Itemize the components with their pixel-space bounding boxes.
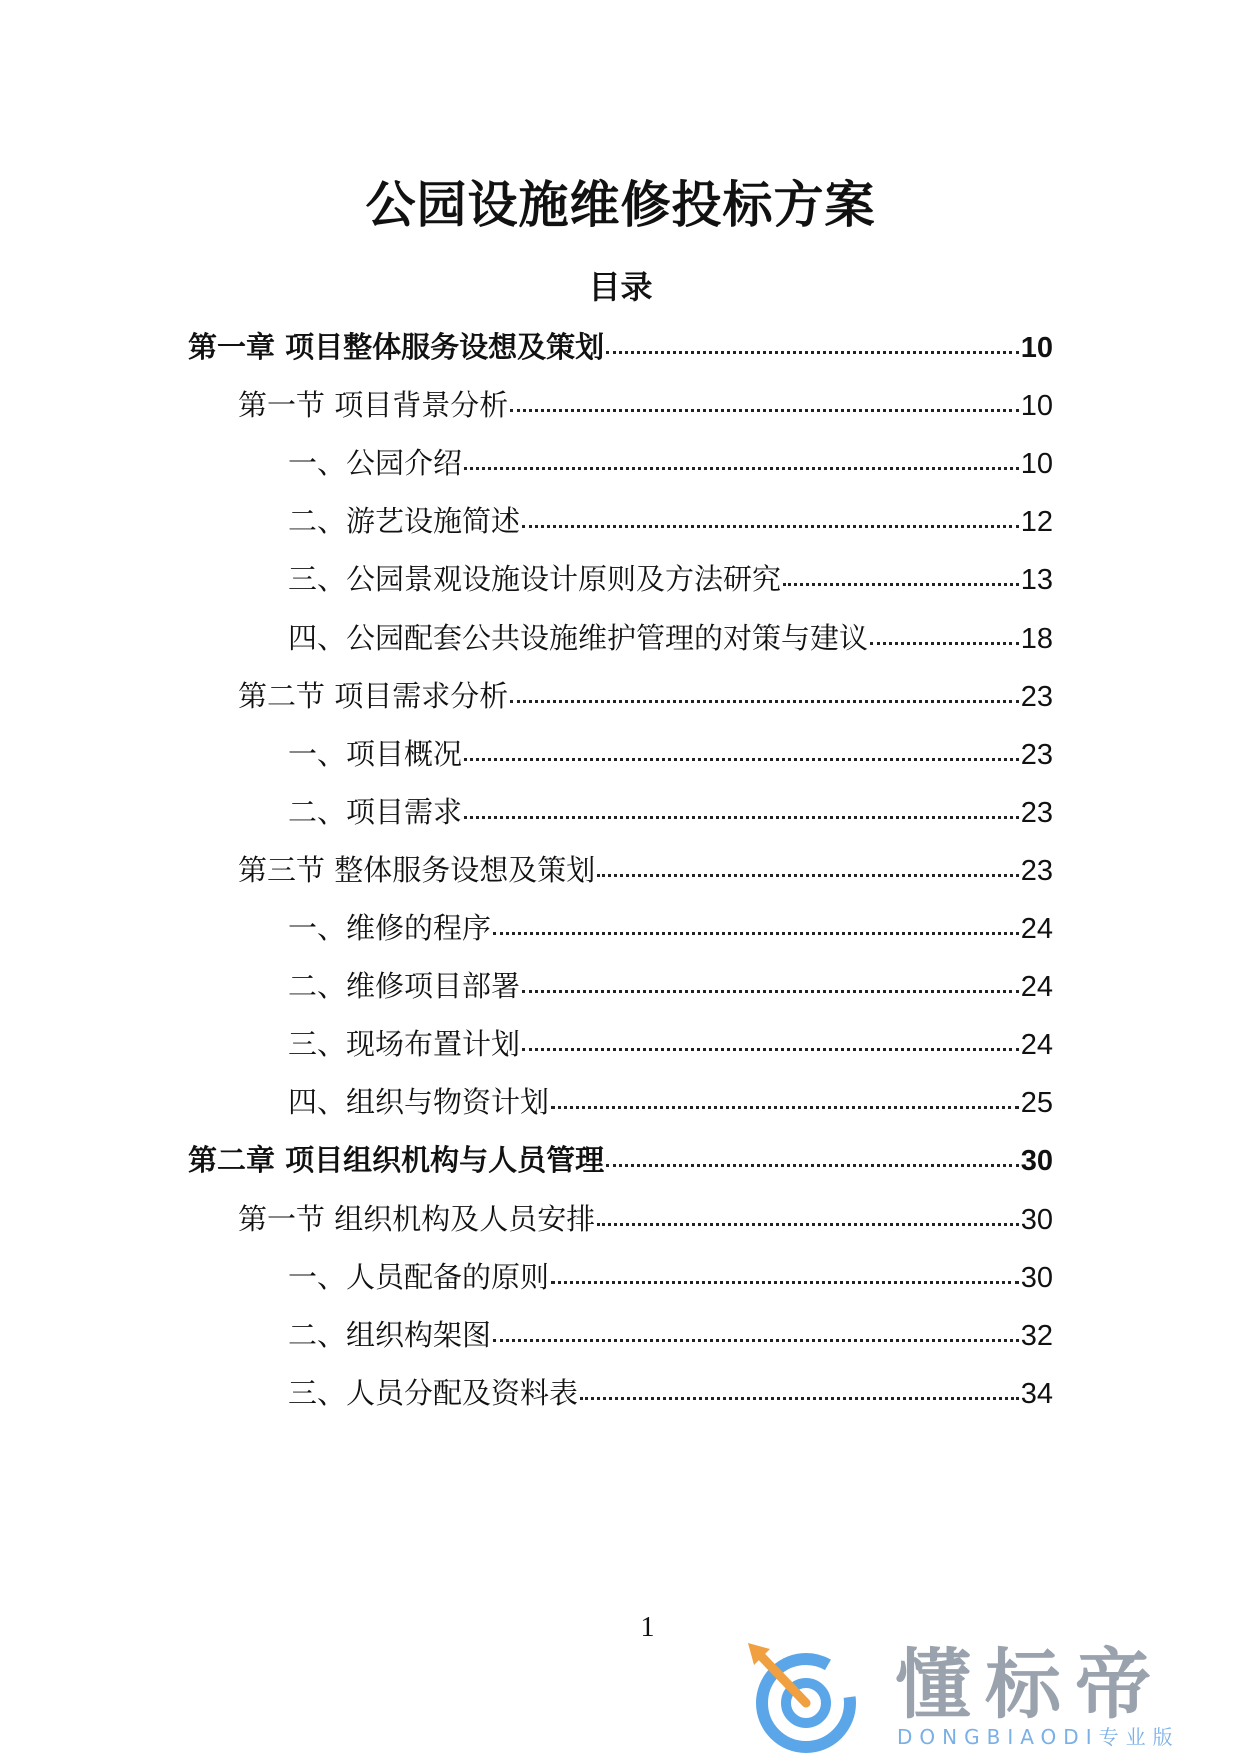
toc-dot-leader: [597, 873, 1019, 877]
toc-entry[interactable]: [288, 908, 1053, 948]
toc-entry-page: 24: [1020, 1029, 1053, 1061]
toc-entry-title: 第二节 项目需求分析: [238, 679, 509, 713]
toc-entry[interactable]: [288, 734, 1053, 774]
watermark: [740, 1635, 1220, 1754]
toc-entry[interactable]: [288, 501, 1053, 541]
toc-entry[interactable]: [188, 1140, 1053, 1180]
toc-dot-leader: [606, 350, 1019, 354]
toc-dot-leader: [597, 1222, 1019, 1226]
toc-entry-page: 10: [1020, 448, 1053, 480]
toc-entry-page: 25: [1020, 1087, 1053, 1119]
toc-entry-title: 第二章 项目组织机构与人员管理: [188, 1143, 605, 1177]
toc-entry[interactable]: [288, 1373, 1053, 1413]
toc-entry[interactable]: [288, 559, 1053, 599]
toc-dot-leader: [510, 699, 1019, 703]
toc-entry-title: 一、项目概况: [288, 737, 463, 771]
toc-entry-page: 34: [1020, 1378, 1053, 1410]
toc-dot-leader: [493, 931, 1019, 935]
toc-entry-title: 第一节 项目背景分析: [238, 388, 509, 422]
toc-dot-leader: [510, 408, 1019, 412]
toc-entry-title: 二、项目需求: [288, 795, 463, 829]
toc-entry[interactable]: [238, 385, 1053, 425]
toc-entry-page: 10: [1020, 390, 1053, 422]
toc-entry-title: 第一节 组织机构及人员安排: [238, 1202, 596, 1236]
toc-dot-leader: [551, 1280, 1019, 1284]
toc-entry[interactable]: [238, 676, 1053, 716]
toc-heading: 目录: [588, 268, 653, 306]
toc-entry-title: 第一章 项目整体服务设想及策划: [188, 330, 605, 364]
page-number: 1: [640, 1612, 655, 1643]
watermark-subtitle: DONGBIAODI专业版: [897, 1725, 1180, 1749]
toc-dot-leader: [551, 1105, 1019, 1109]
toc-entry-title: 一、维修的程序: [288, 911, 492, 945]
toc-entry-page: 30: [1020, 1204, 1053, 1236]
toc-entry[interactable]: [238, 850, 1053, 890]
toc-entry-title: 二、维修项目部署: [288, 969, 521, 1003]
toc-dot-leader: [870, 641, 1019, 645]
toc-entry-page: 32: [1020, 1320, 1053, 1352]
toc-entry-page: 13: [1020, 564, 1053, 596]
document-title: 公园设施维修投标方案: [365, 176, 876, 234]
toc-entry[interactable]: [288, 966, 1053, 1006]
toc-entry-title: 二、游艺设施简述: [288, 504, 521, 538]
toc-entry-title: 二、组织构架图: [288, 1318, 492, 1352]
toc-entry-title: 四、组织与物资计划: [288, 1085, 550, 1119]
watermark-brand-name: 懂标帝: [895, 1640, 1165, 1729]
toc-entry-page: 23: [1020, 855, 1053, 887]
toc-dot-leader: [522, 1047, 1019, 1051]
toc-entry-title: 三、人员分配及资料表: [288, 1376, 579, 1410]
toc-entry-page: 24: [1020, 913, 1053, 945]
toc-entry-page: 30: [1020, 1145, 1053, 1177]
toc-entry-title: 三、公园景观设施设计原则及方法研究: [288, 562, 782, 596]
toc-entry[interactable]: [238, 1199, 1053, 1239]
toc-entry[interactable]: [288, 792, 1053, 832]
toc-entry[interactable]: [188, 327, 1053, 367]
toc-entry[interactable]: [288, 1082, 1053, 1122]
toc-entry-title: 一、人员配备的原则: [288, 1260, 550, 1294]
toc-dot-leader: [493, 1338, 1019, 1342]
toc-dot-leader: [464, 757, 1019, 761]
toc-entry-title: 四、公园配套公共设施维护管理的对策与建议: [288, 621, 869, 655]
toc-entry-page: 23: [1020, 797, 1053, 829]
toc-entry-page: 10: [1020, 332, 1053, 364]
toc-entry-title: 三、现场布置计划: [288, 1027, 521, 1061]
toc-entry-title: 第三节 整体服务设想及策划: [238, 853, 596, 887]
toc-entry-page: 23: [1020, 681, 1053, 713]
toc-dot-leader: [522, 524, 1019, 528]
toc-entry-page: 12: [1020, 506, 1053, 538]
toc-entry-page: 18: [1020, 623, 1053, 655]
toc-dot-leader: [464, 815, 1019, 819]
toc-entry[interactable]: [288, 1024, 1053, 1064]
toc-dot-leader: [522, 989, 1019, 993]
toc-entry-page: 24: [1020, 971, 1053, 1003]
toc-entry-title: 一、公园介绍: [288, 446, 463, 480]
toc-entry[interactable]: [288, 443, 1053, 483]
toc-dot-leader: [783, 582, 1019, 586]
toc-entry[interactable]: [288, 1315, 1053, 1355]
target-logo-icon: [740, 1635, 870, 1754]
toc-dot-leader: [606, 1163, 1019, 1167]
toc-entry-page: 30: [1020, 1262, 1053, 1294]
toc-entry[interactable]: [288, 1257, 1053, 1297]
toc-entry[interactable]: [288, 618, 1053, 658]
toc-dot-leader: [464, 466, 1019, 470]
toc-dot-leader: [580, 1396, 1019, 1400]
toc-entry-page: 23: [1020, 739, 1053, 771]
